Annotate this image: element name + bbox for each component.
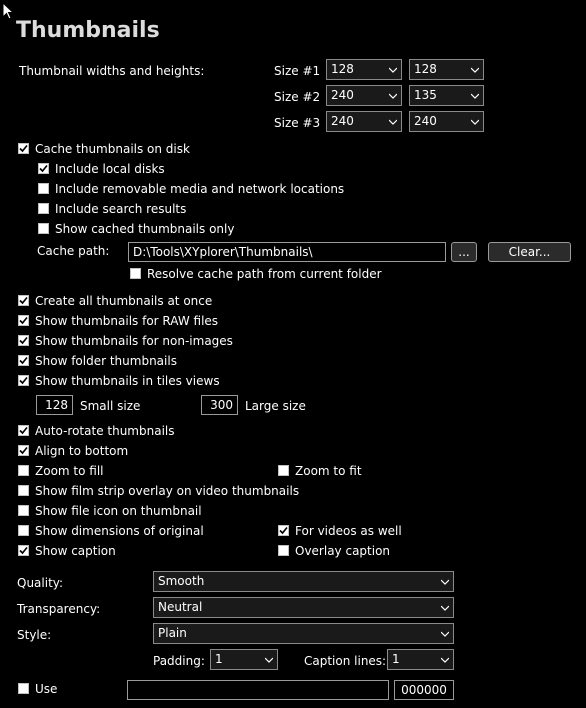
include-search-results-label: Include search results xyxy=(55,202,187,216)
videos-too-checkbox[interactable] xyxy=(278,525,289,536)
include-removable-label: Include removable media and network locations xyxy=(55,182,345,196)
caption-lines-select[interactable]: 1 xyxy=(387,649,454,670)
checkmark-icon xyxy=(19,376,28,385)
align-bottom-checkbox[interactable] xyxy=(18,445,29,456)
size-2-height-select[interactable]: 135 xyxy=(409,85,484,106)
include-local-disks-checkbox[interactable] xyxy=(38,163,49,174)
non-images-checkbox[interactable] xyxy=(18,335,29,346)
dimensions-label: Show dimensions of original xyxy=(35,524,204,538)
size-1-height-select[interactable]: 128 xyxy=(409,59,484,80)
chevron-down-icon xyxy=(441,630,449,638)
resolve-cache-path-checkbox[interactable] xyxy=(130,268,141,279)
checkmark-icon xyxy=(19,296,28,305)
folder-thumbnails-checkbox[interactable] xyxy=(18,355,29,366)
size-3-width-select[interactable]: 240 xyxy=(326,111,402,132)
file-icon-checkbox[interactable] xyxy=(18,505,29,516)
use-color-checkbox[interactable] xyxy=(18,683,29,694)
padding-label: Padding: xyxy=(153,654,205,668)
padding-select[interactable]: 1 xyxy=(210,649,278,670)
create-all-checkbox[interactable] xyxy=(18,295,29,306)
videos-too-label: For videos as well xyxy=(295,524,402,538)
size-2-label: Size #2 xyxy=(274,90,321,104)
checkmark-icon xyxy=(279,526,288,535)
size-2-width-select[interactable]: 240 xyxy=(326,85,402,106)
clear-cache-button[interactable]: Clear... xyxy=(488,242,571,262)
size-3-height-select[interactable]: 240 xyxy=(409,111,484,132)
quality-select[interactable]: Smooth xyxy=(153,571,454,592)
checkmark-icon xyxy=(19,316,28,325)
tiles-views-label: Show thumbnails in tiles views xyxy=(35,374,220,388)
show-caption-checkbox[interactable] xyxy=(18,545,29,556)
checkmark-icon xyxy=(19,144,28,153)
chevron-down-icon xyxy=(471,66,479,74)
chevron-down-icon xyxy=(265,656,273,664)
transparency-label: Transparency: xyxy=(17,602,101,616)
chevron-down-icon xyxy=(471,92,479,100)
cache-path-label: Cache path: xyxy=(37,244,110,258)
transparency-select[interactable]: Neutral xyxy=(153,597,454,618)
size-1-label: Size #1 xyxy=(274,64,321,78)
color-preview-field[interactable] xyxy=(127,680,389,700)
zoom-fit-label: Zoom to fit xyxy=(295,464,362,478)
small-size-input[interactable]: 128 xyxy=(36,395,73,415)
film-strip-checkbox[interactable] xyxy=(18,485,29,496)
checkmark-icon xyxy=(39,164,48,173)
align-bottom-label: Align to bottom xyxy=(35,444,129,458)
chevron-down-icon xyxy=(441,578,449,586)
dimensions-checkbox[interactable] xyxy=(18,525,29,536)
show-cached-only-label: Show cached thumbnails only xyxy=(55,222,235,236)
chevron-down-icon xyxy=(389,118,397,126)
size-1-width-select[interactable]: 128 xyxy=(326,59,402,80)
tiles-views-checkbox[interactable] xyxy=(18,375,29,386)
checkmark-icon xyxy=(19,426,28,435)
film-strip-label: Show film strip overlay on video thumbnails xyxy=(35,484,300,498)
cache-on-disk-label: Cache thumbnails on disk xyxy=(35,142,190,156)
include-local-disks-label: Include local disks xyxy=(55,162,165,176)
non-images-label: Show thumbnails for non-images xyxy=(35,334,233,348)
raw-files-checkbox[interactable] xyxy=(18,315,29,326)
mouse-pointer-icon xyxy=(2,2,16,22)
use-color-label: Use xyxy=(35,682,58,696)
chevron-down-icon xyxy=(389,66,397,74)
show-cached-only-checkbox[interactable] xyxy=(38,223,49,234)
size-3-label: Size #3 xyxy=(274,116,321,130)
checkmark-icon xyxy=(19,546,28,555)
resolve-cache-path-label: Resolve cache path from current folder xyxy=(147,267,382,281)
cache-path-input[interactable]: D:\Tools\XYplorer\Thumbnails\ xyxy=(128,242,446,262)
zoom-fit-checkbox[interactable] xyxy=(278,465,289,476)
page-title: Thumbnails xyxy=(16,18,160,43)
color-hex-input[interactable]: 000000 xyxy=(394,680,454,700)
include-removable-checkbox[interactable] xyxy=(38,183,49,194)
checkmark-icon xyxy=(19,356,28,365)
chevron-down-icon xyxy=(441,656,449,664)
sizes-label: Thumbnail widths and heights: xyxy=(19,64,205,78)
folder-thumbnails-label: Show folder thumbnails xyxy=(35,354,177,368)
cache-on-disk-checkbox[interactable] xyxy=(18,143,29,154)
zoom-fill-label: Zoom to fill xyxy=(35,464,104,478)
style-select[interactable]: Plain xyxy=(153,623,454,644)
caption-lines-label: Caption lines: xyxy=(304,654,387,668)
show-caption-label: Show caption xyxy=(35,544,116,558)
browse-button[interactable]: ... xyxy=(451,242,477,262)
include-search-results-checkbox[interactable] xyxy=(38,203,49,214)
overlay-caption-checkbox[interactable] xyxy=(278,545,289,556)
style-label: Style: xyxy=(17,628,52,642)
auto-rotate-label: Auto-rotate thumbnails xyxy=(35,424,175,438)
chevron-down-icon xyxy=(471,118,479,126)
auto-rotate-checkbox[interactable] xyxy=(18,425,29,436)
large-size-input[interactable]: 300 xyxy=(201,395,238,415)
large-size-label: Large size xyxy=(245,399,306,413)
create-all-label: Create all thumbnails at once xyxy=(35,294,213,308)
chevron-down-icon xyxy=(389,92,397,100)
quality-label: Quality: xyxy=(17,576,64,590)
zoom-fill-checkbox[interactable] xyxy=(18,465,29,476)
overlay-caption-label: Overlay caption xyxy=(295,544,391,558)
chevron-down-icon xyxy=(441,604,449,612)
file-icon-label: Show file icon on thumbnail xyxy=(35,504,202,518)
checkmark-icon xyxy=(19,446,28,455)
raw-files-label: Show thumbnails for RAW files xyxy=(35,314,219,328)
checkmark-icon xyxy=(19,336,28,345)
small-size-label: Small size xyxy=(80,399,141,413)
